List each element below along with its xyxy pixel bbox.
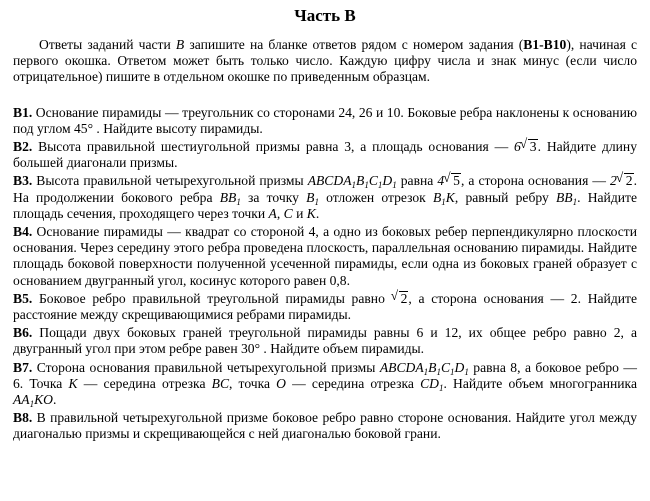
- point-label: O: [276, 375, 286, 391]
- problem-text: . Найдите длину большей диагонали призмы.: [13, 139, 637, 171]
- problem-b2: [13, 139, 637, 171]
- problem-text: равна 8, а боковое ребро — 6. Точка: [13, 359, 637, 391]
- problem-number: B2.: [13, 139, 33, 155]
- problem-b4: [13, 224, 637, 289]
- problem-text: и: [292, 205, 307, 221]
- point-label: A: [268, 205, 277, 221]
- problem-number: B4.: [13, 224, 33, 240]
- formula-polyhedron: $AA_1KO$: [13, 392, 53, 410]
- problem-text: Основание пирамиды — квадрат со стороной 4, а одно из боковых ребер перпендикулярно плоскости основания. Через середину этого ребра проведена плоскость, параллельная основанию пирамиды. Найдите площадь боковой поверхности полученной усеченной пирамиды, если одна из боковых граней образует с основанием двугранный угол, косинус которого равен 0,8.: [13, 224, 637, 288]
- problem-text: , равный ребру: [454, 189, 556, 205]
- intro-text: ), начиная с первого окошка. Ответом может быть только число. Каждую цифру числа и знак минус (если число отрицательное) пишите в отдельном окошке по приведенным образцам.: [13, 37, 638, 85]
- point-label: C: [283, 205, 293, 221]
- formula-prism: $ABCDA_1B_1C_1D_1$: [307, 173, 397, 191]
- point-label: K: [68, 375, 78, 391]
- problem-b5: [13, 291, 637, 323]
- sqrt-radicand: √ 5: [451, 173, 461, 187]
- problem-number: B3.: [13, 173, 33, 189]
- problem-text: .: [53, 392, 57, 408]
- problem-number: B7.: [13, 359, 33, 375]
- formula-coefficient: 2: [610, 173, 617, 189]
- problem-text: Высота правильной шестиугольной призмы равна 3, а площадь основания —: [32, 139, 514, 155]
- section-title: Часть B: [294, 6, 356, 25]
- problem-text: . Найдите объем многогранника: [443, 375, 637, 391]
- problem-text: . На продолжении бокового ребра: [13, 173, 637, 205]
- problem-text: , точка: [229, 375, 277, 391]
- problem-number: B1.: [13, 104, 33, 120]
- problem-text: за точку: [240, 189, 307, 205]
- formula-edge: $BB_1$: [555, 189, 578, 207]
- problem-text: .: [315, 205, 320, 221]
- problem-text: отложен отрезок: [318, 189, 433, 205]
- problem-text: Сторона основания правильной четырехугольной призмы: [32, 359, 380, 375]
- problem-text: В правильной четырехугольной призме боковое ребро равно стороне основания. Найдите угол между диагональю призмы и скрещивающейся с ней диагональю боковой грани.: [13, 410, 637, 442]
- formula-coefficient: 6: [514, 139, 521, 155]
- intro-part-letter: B: [175, 37, 185, 52]
- problem-b3: [13, 173, 637, 222]
- sqrt-radicand: √ 3: [528, 139, 538, 153]
- sqrt-radicand: √ 2: [399, 291, 409, 305]
- problem-b7: [13, 360, 637, 409]
- problem-b1: [13, 105, 637, 137]
- formula-coefficient: 4: [437, 173, 445, 189]
- intro-range: B1-B10: [523, 37, 567, 52]
- problem-text: — середина отрезка: [286, 375, 421, 391]
- problem-text: Пощади двух боковых граней треугольной пирамиды равны 6 и 12, их общее ребро равно 2, а двугранный угол при этом ребре равен 30° . Найдите объем пирамиды.: [13, 325, 637, 357]
- point-label: K: [306, 205, 316, 221]
- problem-text: Боковое ребро правильной треугольной пирамиды равно: [32, 290, 392, 306]
- sqrt-radicand: √ 2: [624, 173, 634, 187]
- problem-text: Основание пирамиды — треугольник со сторонами 24, 26 и 10. Боковые ребра наклонены к основанию под углом 45° . Найдите высоту пирамиды.: [13, 104, 637, 136]
- problem-text: , а сторона основания —: [460, 173, 610, 189]
- problem-number: B8.: [13, 410, 33, 426]
- formula-segment: $B_1K$: [432, 189, 455, 207]
- problem-text: , а сторона основания — 2. Найдите расстояние между скрещивающимися ребрами пирамиды.: [13, 290, 637, 323]
- problem-text: равна: [396, 173, 438, 189]
- problem-text: . Найдите площадь сечения, проходящего через точки: [13, 189, 637, 221]
- formula-prism: $ABCDA_1B_1C_1D_1$: [379, 359, 469, 377]
- formula-point: $B_1$: [306, 189, 319, 207]
- problem-text: — середина отрезка: [77, 375, 212, 391]
- segment-label: BC: [211, 375, 230, 391]
- problem-b8: [13, 410, 637, 442]
- problem-number: B6.: [13, 325, 33, 341]
- intro-text: запишите на бланке ответов рядом с номером задания (: [184, 37, 524, 52]
- formula-segment: $CD_1$: [420, 375, 444, 393]
- instructions-paragraph: [13, 37, 637, 86]
- problem-b6: [13, 325, 637, 357]
- formula-edge: $BB_1$: [219, 189, 241, 207]
- problem-number: B5.: [13, 290, 33, 306]
- problem-text: Высота правильной четырехугольной призмы: [32, 173, 308, 189]
- intro-text: Ответы заданий части: [39, 37, 176, 52]
- problem-text: ,: [276, 205, 284, 221]
